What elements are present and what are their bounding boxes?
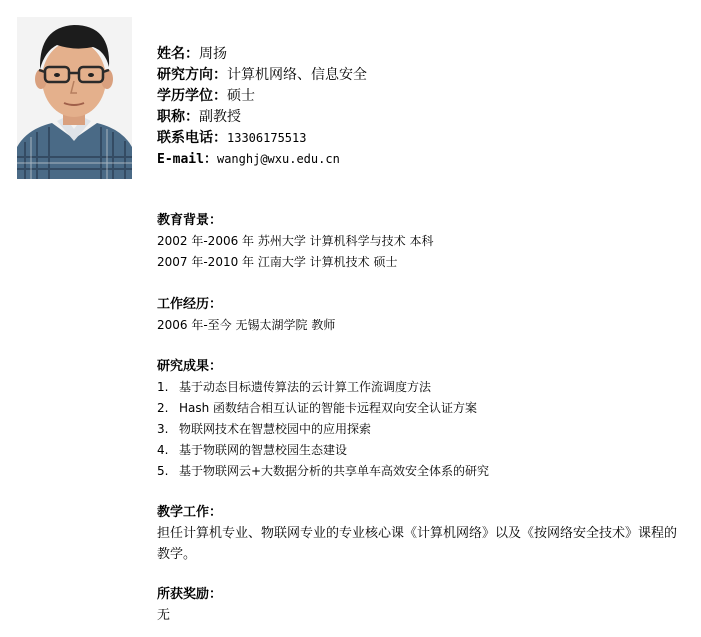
teaching-section [157, 502, 687, 565]
awards-section [157, 584, 222, 626]
research-result-item: 2. Hash 函数结合相互认证的智能卡远程双向安全认证方案 [157, 401, 478, 415]
research-result-item: 1. 基于动态目标遗传算法的云计算工作流调度方法 [157, 380, 432, 394]
education-heading: 教育背景： [157, 213, 223, 228]
research-result-item: 4. 基于物联网的智慧校园生态建设 [157, 443, 348, 457]
research-value: 计算机网络、信息安全 [227, 67, 367, 83]
awards-text: 无 [157, 608, 171, 623]
title-value: 副教授 [199, 109, 241, 125]
teaching-heading: 教学工作： [157, 505, 223, 520]
name-value: 周扬 [199, 46, 227, 62]
work-heading: 工作经历： [157, 297, 223, 312]
email-row [157, 149, 367, 170]
education-item: 2002 年-2006 年 苏州大学 计算机科学与技术 本科 [157, 234, 434, 248]
phone-value: 13306175513 [227, 131, 307, 145]
degree-value: 硕士 [227, 88, 255, 104]
research-result-item: 3. 物联网技术在智慧校园中的应用探索 [157, 422, 372, 436]
research-results-section [157, 356, 489, 482]
work-item: 2006 年-至今 无锡太湖学院 教师 [157, 318, 336, 332]
phone-row [157, 128, 367, 149]
education-section [157, 210, 433, 273]
education-item: 2007 年-2010 年 江南大学 计算机技术 硕士 [157, 255, 398, 269]
teaching-text: 担任计算机专业、物联网专业的专业核心课《计算机网络》以及《按网络安全技术》课程的教学。 [157, 526, 678, 562]
name-row [157, 44, 367, 65]
email-value: wanghj@wxu.edu.cn [216, 152, 340, 166]
research-result-item: 5. 基于物联网云+大数据分析的共享单车高效安全体系的研究 [157, 464, 490, 478]
phone-label: 联系电话： [157, 130, 227, 146]
profile-photo [17, 17, 132, 179]
profile-info [157, 44, 367, 170]
title-label: 职称： [157, 109, 199, 125]
title-row [157, 107, 367, 128]
degree-label: 学历学位： [157, 88, 227, 104]
name-label: 姓名： [157, 46, 199, 62]
work-section [157, 294, 335, 336]
email-label: E-mail： [157, 152, 217, 167]
research-results-heading: 研究成果： [157, 359, 223, 374]
degree-row [157, 86, 367, 107]
research-row [157, 65, 367, 86]
awards-heading: 所获奖励： [157, 587, 223, 602]
research-label: 研究方向： [157, 67, 227, 83]
